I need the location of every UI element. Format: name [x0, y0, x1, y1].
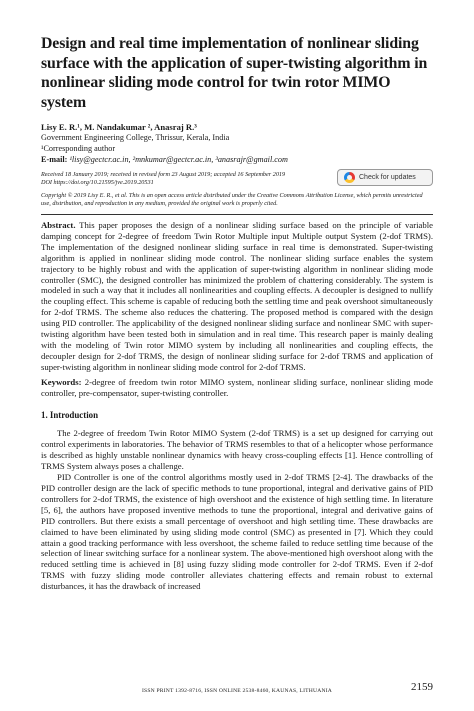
received-dates: Received 18 January 2019; received in revised form 23 August 2019; accepted 16 September 2019 [41, 171, 286, 179]
keywords-label: Keywords: [41, 376, 82, 387]
page-number: 2159 [411, 681, 433, 693]
copyright-notice: Copyright © 2019 Lisy E. R., et al. This is an open access article distributed under the Creative Commons Attribution License, which permits unrestricted use, distribution, and reproduction in any medium, provided the original work is properly cited. [41, 191, 423, 207]
author-list: Lisy E. R.¹, M. Nandakumar ², Anasraj R.³ [41, 122, 197, 133]
section-heading: 1. Introduction [41, 410, 99, 421]
keywords-text: 2-degree of freedom twin rotor MIMO system, nonlinear sliding surface, nonlinear sliding mode controller, pre-compensator, super-twisting controller. [41, 376, 433, 398]
abstract-label: Abstract. [41, 219, 76, 230]
intro-paragraph-2: PID Controller is one of the control algorithms mostly used in 2-dof TRMS [2-4]. The drawbacks of the PID controller design are the lack of specific methods to tune proportional, integral and derivative gains of PID controllers for 2-dof TRMS, the existence of high overshoot and the existence of high settling time. In literature [5, 6], the authors have proposed inventive methods to tune the proportional, integral and derivative gains of PID controllers. But there exists a small percentage of overshoot and high settling time. These drawbacks are claimed to have been eliminated by using sliding mode control (SMC) as presented in [7]. Which they could attain a good tracking performance with less overshoot, the scheme failed to reduce settling time because of the selection of linear switching surface for a nonlinear system. The above-mentioned high overshoot along with the reduced settling time is achieved in [8] using fuzzy sliding mode controller for 2-dof TRMS. Even if 2-dof TRMS with fuzzy sliding mode controller alleviates chattering effects and remain robust to external disturbances, it has the drawback of increased [41, 472, 433, 592]
keywords [41, 377, 433, 399]
email-label: E-mail: [41, 154, 68, 164]
page-footer [41, 681, 433, 700]
email-line [41, 155, 433, 166]
check-for-updates-label: Check for updates [359, 173, 416, 181]
paper-title: Design and real time implementation of nonlinear sliding surface with the application of super-twisting algorithm in nonlinear sliding mode control for twin rotor MIMO system [41, 35, 428, 111]
abstract [41, 220, 433, 373]
corresponding-note: ¹Corresponding author [41, 143, 116, 153]
email-addresses[interactable]: ¹lisy@gectcr.ac.in, ²mnkumar@gectcr.ac.in, ³anasrajr@gmail.com [67, 154, 288, 164]
publication-history [41, 171, 433, 187]
footer-issn: ISSN PRINT 1392-8716, ISSN ONLINE 2538-8460, KAUNAS, LITHUANIA [141, 688, 333, 694]
crossmark-icon [344, 172, 355, 183]
check-for-updates-button[interactable] [337, 169, 433, 186]
intro-paragraph-1: The 2-degree of freedom Twin Rotor MIMO System (2-dof TRMS) is a set up designed for carrying out control experiments in laboratories. The behavior of TRMS resembles to that of a helicopter whose performance is described as highly unstable nonlinear dynamics with heavy cross-coupling effects [1]. Hence controlling of TRMS System always poses a challenge. [41, 428, 433, 472]
divider [41, 214, 433, 215]
abstract-text: This paper proposes the design of a nonlinear sliding surface based on the principle of variable damping concept for 2-degree of freedom Twin Rotor Multiple input Multiple output System (2-dof TRMS). The implementation of the designed nonlinear sliding surface in real time is demonstrated. Super-twisting algorithm is applied in nonlinear sliding mode control. The nonlinear sliding surface enables the system trajectory to be highly robust and with the application of super-twisting algorithm in nonlinear sliding mode controller (SMC), the designed controller has minimized the problem of chattering considerably. The system is modeled in such a way that it includes all nonlinearities and coupling effects. A decoupler is designed to nullify the coupling effect. This scheme is capable of reducing both the settling time and peak overshoot simultaneously for 2-dof TRMS. The scheme also reduces the chattering. The proposed method is compared with the design using PID controller. The applicability of the designed nonlinear sliding surface and nonlinear SMC with super-twisting algorithm have been tested both in simulation and in real time. This research paper is mainly dealing with the modeling of Twin rotor MIMO system by including all nonlinearities and coupling effects, the decoupler design for 2-dof TRMS, the design of nonlinear sliding surface for 2-dof TRMS and application of super-twisting algorithm in nonlinear sliding mode control for 2-dof TRMS. [41, 219, 433, 372]
affiliation: Government Engineering College, Thrissur, Kerala, India [41, 133, 230, 143]
doi-link[interactable]: DOI https://doi.org/10.21595/jve.2019.20531 [41, 179, 154, 187]
